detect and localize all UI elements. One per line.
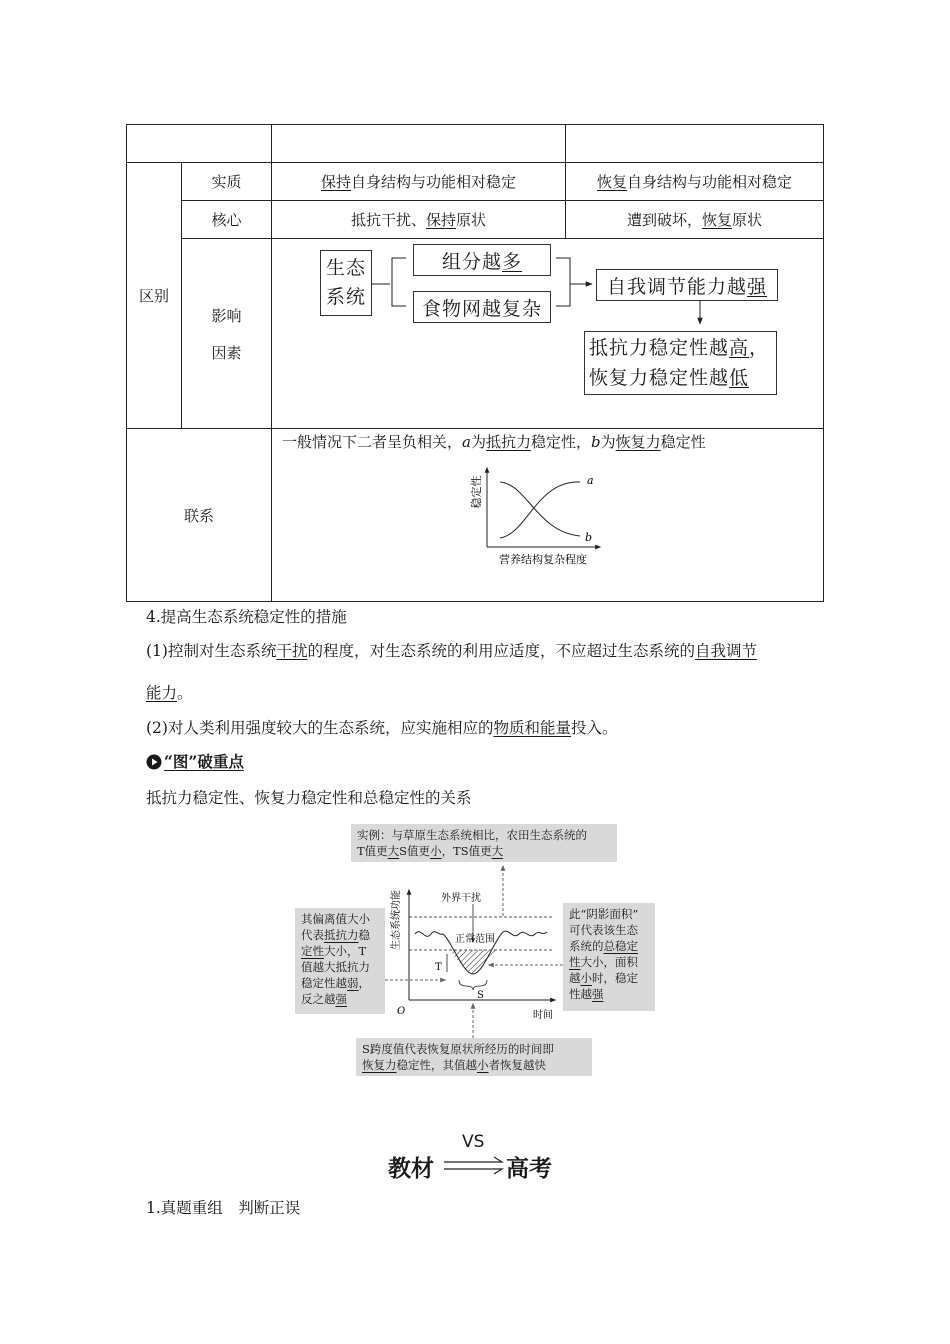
essence-resistance-keyword: 保持 [320,173,351,191]
key-point-subtitle: 抵抗力稳定性、恢复力稳定性和总稳定性的关系 [146,789,472,807]
shadow-area [449,950,499,974]
chart-y-label: 稳定性 [470,475,483,509]
core-label: 核心 [211,211,242,229]
core-resistance-keyword: 保持 [425,211,456,229]
section4-p2: (2)对人类利用强度较大的生态系统，应实施相应的物质和能量投入。 [146,719,618,737]
key-point-heading [146,751,244,773]
stability-curve-chart [465,462,640,572]
factors-flow-connectors [0,0,950,430]
diagram-origin: O [397,1006,406,1017]
disturb-label: 外界干扰 [441,893,481,904]
diff-label: 区别 [138,287,169,305]
ecosystem-box [320,250,372,316]
t-label: T [435,962,442,973]
relation-label: 联系 [183,506,214,525]
core-resilience-text-a: 遭到破坏， [626,211,702,229]
section4-p1-cont: 能力。 [146,684,193,702]
component-box-keyword: 多 [502,250,523,273]
stability-result-line1: 抵抗力稳定性越高， [589,337,770,359]
component-box [413,244,551,276]
essence-label: 实质 [211,173,242,191]
vs-banner [386,1132,566,1182]
relation-text: 一般情况下二者呈负相关，a为抵抗力稳定性，b为恢复力稳定性 [282,433,706,451]
core-resilience-keyword: 恢复 [701,211,732,229]
essence-resilience-keyword: 恢复 [596,173,627,191]
section4-p1: (1)控制对生态系统干扰的程度，对生态系统的利用应适度，不应超过生态系统的自我调节 [146,642,758,660]
core-resilience-text-b: 原状 [732,211,763,229]
ecosystem-box-line1: 生态 [325,257,366,279]
vs-banner-right: 高考 [506,1156,552,1182]
curve-a-label: a [587,474,594,487]
diagram-right-box: 此“阴影面积” 可代表该生态 系统的总稳定 性大小，面积 越小时，稳定 性越强 [563,903,655,1011]
stability-result-box [584,331,777,395]
factors-label-line2: 因素 [211,344,242,362]
stability-result-line2: 恢复力稳定性越低 [589,367,750,389]
normal-range-label: 正常范围 [455,934,495,945]
chart-x-label: 营养结构复杂程度 [499,553,587,566]
essence-resistance-text: 自身结构与功能相对稳定 [351,173,517,191]
essence-resilience-text: 自身结构与功能相对稳定 [627,173,793,191]
s-brace [459,980,487,990]
curve-b-label: b [585,531,593,544]
food-web-box: 食物网越复杂 [413,291,551,323]
diagram-top-box: 实例：与草原生态系统相比，农田生态系统的 T值更大S值更小，TS值更大 [351,824,617,862]
diagram-y-label: 生态系统功能 [391,890,402,950]
section1-title: 1.真题重组 判断正误 [146,1199,301,1217]
self-regulation-text: 自我调节能力越 [606,275,747,298]
curve-a [500,482,580,538]
ecosystem-box-line2: 系统 [325,286,366,308]
diagram-x-label: 时间 [533,1010,553,1021]
diagram-bottom-box: S跨度值代表恢复原状所经历的时间即 恢复力稳定性，其值越小者恢复越快 [356,1038,592,1076]
stability-diagram-plot [385,862,565,1042]
diagram-left-box: 其偏离值大小 代表抵抗力稳 定性大小，T 值越大抵抗力 稳定性越弱， 反之越强 [295,908,385,1014]
curve-b [500,482,580,536]
play-circle-icon [146,754,162,770]
s-label: S [477,990,484,1001]
core-resistance-text-b: 原状 [456,211,487,229]
core-resistance-text-a: 抵抗干扰、 [350,211,426,229]
self-regulation-keyword: 强 [747,275,768,298]
section4-title: 4.提高生态系统稳定性的措施 [146,608,347,626]
component-box-text: 组分越 [441,250,502,273]
vs-banner-vs: VS [462,1132,485,1152]
vs-banner-left: 教材 [388,1156,434,1182]
factors-label-line1: 影响 [211,307,242,325]
double-arrow-icon [442,1156,508,1176]
key-point-title: “图”破重点 [164,752,244,771]
self-regulation-box [596,269,778,301]
